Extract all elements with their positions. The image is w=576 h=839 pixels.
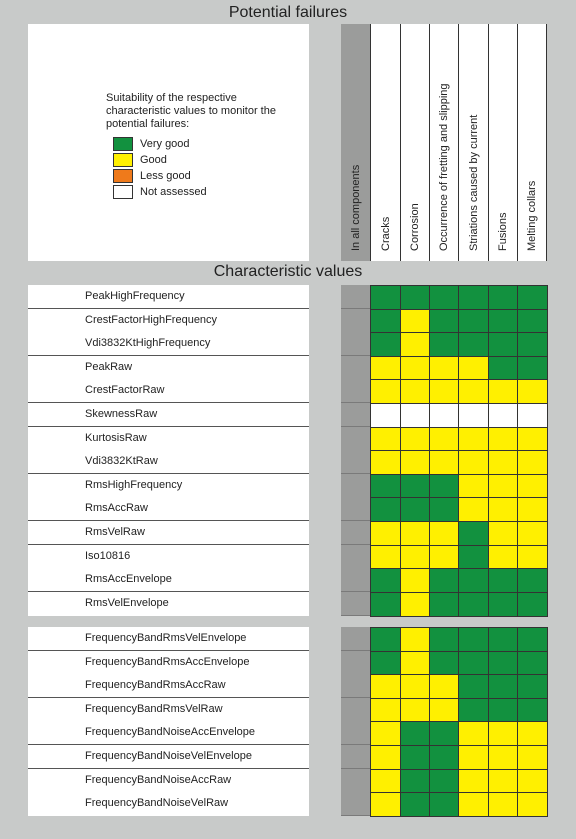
matrix-cell bbox=[400, 745, 430, 770]
matrix-cell bbox=[517, 356, 548, 381]
matrix-cell bbox=[488, 568, 518, 593]
matrix-cell bbox=[370, 403, 401, 428]
matrix-cell bbox=[458, 427, 489, 452]
matrix-cell bbox=[400, 309, 430, 334]
matrix-cell bbox=[429, 592, 459, 617]
matrix-cell bbox=[370, 474, 401, 499]
all-components-cell bbox=[341, 568, 370, 592]
characteristic-value-label: RmsVelRaw bbox=[28, 521, 309, 545]
matrix-cell bbox=[517, 592, 548, 617]
matrix-cell bbox=[370, 651, 401, 676]
matrix-cell bbox=[458, 651, 489, 676]
matrix-cell bbox=[517, 651, 548, 676]
col-header bbox=[370, 24, 400, 261]
matrix-cell bbox=[488, 309, 518, 334]
all-components-cell bbox=[341, 497, 370, 521]
legend-description: Suitability of the respective characteristic values to monitor the potential failures: bbox=[106, 92, 276, 130]
characteristic-value-label: Vdi3832KtRaw bbox=[28, 450, 309, 474]
matrix-cell bbox=[370, 592, 401, 617]
all-components-cell bbox=[341, 285, 370, 309]
matrix-cell bbox=[517, 332, 548, 357]
matrix-cell bbox=[370, 674, 401, 699]
all-components-cell bbox=[341, 745, 370, 769]
matrix-cell bbox=[429, 792, 459, 817]
matrix-cell bbox=[370, 356, 401, 381]
legend-item bbox=[113, 168, 207, 184]
all-components-cell bbox=[341, 309, 370, 333]
all-components-cell bbox=[341, 450, 370, 474]
matrix-cell bbox=[488, 285, 518, 310]
legend-label: Less good bbox=[140, 170, 191, 182]
matrix-cell bbox=[429, 356, 459, 381]
matrix-cell bbox=[429, 497, 459, 522]
characteristic-value-label: FrequencyBandNoiseAccRaw bbox=[28, 769, 309, 793]
legend-swatch bbox=[113, 137, 133, 151]
matrix-cell bbox=[400, 285, 430, 310]
matrix-cell bbox=[429, 568, 459, 593]
matrix-cell bbox=[370, 545, 401, 570]
matrix-cell bbox=[400, 403, 430, 428]
matrix-cell bbox=[517, 450, 548, 475]
characteristic-value-label: Vdi3832KtHighFrequency bbox=[28, 332, 309, 356]
all-components-cell bbox=[341, 332, 370, 356]
matrix-cell bbox=[488, 332, 518, 357]
matrix-cell bbox=[517, 745, 548, 770]
characteristic-value-label: RmsAccRaw bbox=[28, 497, 309, 521]
matrix-cell bbox=[400, 651, 430, 676]
col-header-label: Striations caused by current bbox=[467, 114, 480, 251]
matrix-cell bbox=[370, 568, 401, 593]
matrix-cell bbox=[429, 745, 459, 770]
matrix-cell bbox=[458, 450, 489, 475]
matrix-cell bbox=[488, 450, 518, 475]
matrix-cell bbox=[400, 698, 430, 723]
matrix-cell bbox=[429, 545, 459, 570]
characteristic-value-label: FrequencyBandRmsVelRaw bbox=[28, 698, 309, 722]
characteristic-value-label: CrestFactorHighFrequency bbox=[28, 309, 309, 333]
matrix-cell bbox=[488, 721, 518, 746]
matrix-cell bbox=[370, 450, 401, 475]
matrix-cell bbox=[370, 427, 401, 452]
legend-label: Not assessed bbox=[140, 186, 207, 198]
matrix-cell bbox=[429, 474, 459, 499]
col-header-label: Corrosion bbox=[409, 203, 421, 251]
col-header-label: Occurrence of fretting and slipping bbox=[438, 83, 450, 251]
matrix-cell bbox=[429, 651, 459, 676]
matrix-cell bbox=[429, 403, 459, 428]
characteristic-value-label: Iso10816 bbox=[28, 545, 309, 569]
all-components-cell bbox=[341, 627, 370, 651]
matrix-cell bbox=[370, 521, 401, 546]
characteristic-value-label: RmsAccEnvelope bbox=[28, 568, 309, 592]
matrix-cell bbox=[458, 309, 489, 334]
characteristic-value-label: FrequencyBandRmsAccEnvelope bbox=[28, 651, 309, 675]
characteristic-value-label: PeakRaw bbox=[28, 356, 309, 380]
matrix-cell bbox=[458, 698, 489, 723]
matrix-cell bbox=[370, 332, 401, 357]
legend-swatch bbox=[113, 185, 133, 199]
matrix-cell bbox=[429, 450, 459, 475]
matrix-cell bbox=[517, 474, 548, 499]
matrix-cell bbox=[517, 698, 548, 723]
matrix-cell bbox=[370, 285, 401, 310]
matrix-cell bbox=[488, 698, 518, 723]
characteristic-value-label: FrequencyBandNoiseVelEnvelope bbox=[28, 745, 309, 769]
matrix-cell bbox=[517, 521, 548, 546]
all-components-cell bbox=[341, 521, 370, 545]
matrix-cell bbox=[517, 403, 548, 428]
matrix-cell bbox=[429, 521, 459, 546]
legend-label: Good bbox=[140, 154, 167, 166]
matrix-cell bbox=[400, 450, 430, 475]
characteristic-value-label: SkewnessRaw bbox=[28, 403, 309, 427]
all-components-cell bbox=[341, 592, 370, 616]
all-components-cell bbox=[341, 651, 370, 675]
col-header-label: Melting collars bbox=[526, 180, 538, 251]
col-header bbox=[458, 24, 488, 261]
matrix-cell bbox=[370, 721, 401, 746]
col-header bbox=[429, 24, 458, 261]
col-header-label: Cracks bbox=[379, 216, 392, 251]
col-header bbox=[400, 24, 429, 261]
matrix-cell bbox=[429, 674, 459, 699]
matrix-cell bbox=[517, 309, 548, 334]
all-components-cell bbox=[341, 769, 370, 793]
matrix-cell bbox=[370, 698, 401, 723]
matrix-cell bbox=[370, 627, 401, 652]
matrix-cell bbox=[488, 356, 518, 381]
potential-failures-title: Potential failures bbox=[228, 4, 348, 21]
matrix-cell bbox=[517, 627, 548, 652]
matrix-cell bbox=[517, 721, 548, 746]
matrix-cell bbox=[517, 379, 548, 404]
matrix-cell bbox=[400, 474, 430, 499]
matrix-cell bbox=[400, 356, 430, 381]
characteristic-value-label: RmsVelEnvelope bbox=[28, 592, 309, 616]
matrix-cell bbox=[458, 403, 489, 428]
all-components-cell bbox=[341, 403, 370, 427]
all-components-cell bbox=[341, 427, 370, 451]
matrix-cell bbox=[429, 379, 459, 404]
matrix-cell bbox=[400, 545, 430, 570]
legend-item bbox=[113, 136, 207, 152]
matrix-cell bbox=[400, 497, 430, 522]
matrix-cell bbox=[488, 497, 518, 522]
matrix-cell bbox=[458, 745, 489, 770]
matrix-cell bbox=[488, 521, 518, 546]
matrix-cell bbox=[488, 403, 518, 428]
all-components-cell bbox=[341, 721, 370, 745]
matrix-cell bbox=[458, 721, 489, 746]
matrix-cell bbox=[429, 332, 459, 357]
matrix-cell bbox=[400, 332, 430, 357]
matrix-cell bbox=[488, 627, 518, 652]
matrix-cell bbox=[517, 285, 548, 310]
matrix-cell bbox=[458, 474, 489, 499]
matrix-cell bbox=[488, 379, 518, 404]
matrix-cell bbox=[458, 769, 489, 794]
legend-panel bbox=[28, 24, 309, 261]
legend-items bbox=[113, 136, 207, 200]
characteristic-value-label: KurtosisRaw bbox=[28, 427, 309, 451]
matrix-cell bbox=[400, 627, 430, 652]
col-header-label: Fusions bbox=[497, 212, 509, 251]
matrix-cell bbox=[370, 769, 401, 794]
characteristic-value-label: CrestFactorRaw bbox=[28, 379, 309, 403]
matrix-cell bbox=[429, 427, 459, 452]
matrix-cell bbox=[458, 592, 489, 617]
matrix-cell bbox=[429, 309, 459, 334]
matrix-cell bbox=[458, 521, 489, 546]
matrix-cell bbox=[488, 545, 518, 570]
matrix-cell bbox=[370, 379, 401, 404]
matrix-cell bbox=[400, 592, 430, 617]
matrix-cell bbox=[458, 792, 489, 817]
matrix-cell bbox=[370, 745, 401, 770]
matrix-cell bbox=[488, 792, 518, 817]
matrix-cell bbox=[488, 474, 518, 499]
col-header bbox=[488, 24, 517, 261]
legend-swatch bbox=[113, 153, 133, 167]
matrix-cell bbox=[370, 792, 401, 817]
all-components-cell bbox=[341, 545, 370, 569]
matrix-cell bbox=[400, 721, 430, 746]
all-components-cell bbox=[341, 474, 370, 498]
matrix-cell bbox=[458, 285, 489, 310]
characteristic-value-label: FrequencyBandNoiseVelRaw bbox=[28, 792, 309, 816]
matrix-cell bbox=[400, 792, 430, 817]
matrix-cell bbox=[429, 627, 459, 652]
legend-item bbox=[113, 152, 207, 168]
matrix-cell bbox=[429, 769, 459, 794]
legend-label: Very good bbox=[140, 138, 190, 150]
all-components-cell bbox=[341, 674, 370, 698]
all-components-cell bbox=[341, 698, 370, 722]
matrix-cell bbox=[400, 769, 430, 794]
characteristic-value-label: FrequencyBandNoiseAccEnvelope bbox=[28, 721, 309, 745]
matrix-cell bbox=[458, 545, 489, 570]
matrix-cell bbox=[517, 674, 548, 699]
matrix-cell bbox=[517, 427, 548, 452]
matrix-cell bbox=[370, 309, 401, 334]
matrix-cell bbox=[488, 427, 518, 452]
legend-item bbox=[113, 184, 207, 200]
all-components-cell bbox=[341, 356, 370, 380]
matrix-cell bbox=[400, 379, 430, 404]
all-components-cell bbox=[341, 379, 370, 403]
matrix-cell bbox=[429, 698, 459, 723]
matrix-cell bbox=[517, 769, 548, 794]
matrix-cell bbox=[400, 427, 430, 452]
col-header-all-components bbox=[341, 24, 370, 261]
matrix-cell bbox=[458, 497, 489, 522]
matrix-cell bbox=[458, 332, 489, 357]
characteristic-value-label: PeakHighFrequency bbox=[28, 285, 309, 309]
characteristic-value-label: FrequencyBandRmsVelEnvelope bbox=[28, 627, 309, 651]
matrix-cell bbox=[458, 568, 489, 593]
matrix-cell bbox=[488, 674, 518, 699]
matrix-cell bbox=[517, 792, 548, 817]
matrix-cell bbox=[517, 568, 548, 593]
matrix-cell bbox=[400, 674, 430, 699]
matrix-cell bbox=[429, 285, 459, 310]
matrix-cell bbox=[488, 769, 518, 794]
legend-swatch bbox=[113, 169, 133, 183]
matrix-cell bbox=[429, 721, 459, 746]
matrix-cell bbox=[458, 379, 489, 404]
col-header bbox=[517, 24, 547, 261]
matrix-cell bbox=[400, 568, 430, 593]
characteristic-value-label: RmsHighFrequency bbox=[28, 474, 309, 498]
matrix-cell bbox=[400, 521, 430, 546]
matrix-cell bbox=[517, 497, 548, 522]
col-header-label: In all components bbox=[349, 164, 362, 251]
characteristic-values-title: Characteristic values bbox=[213, 263, 363, 280]
matrix-cell bbox=[458, 356, 489, 381]
characteristic-value-label: FrequencyBandRmsAccRaw bbox=[28, 674, 309, 698]
all-components-cell bbox=[341, 792, 370, 816]
matrix-cell bbox=[517, 545, 548, 570]
matrix-cell bbox=[458, 674, 489, 699]
matrix-cell bbox=[458, 627, 489, 652]
matrix-cell bbox=[488, 651, 518, 676]
matrix-cell bbox=[488, 745, 518, 770]
matrix-cell bbox=[488, 592, 518, 617]
matrix-cell bbox=[370, 497, 401, 522]
